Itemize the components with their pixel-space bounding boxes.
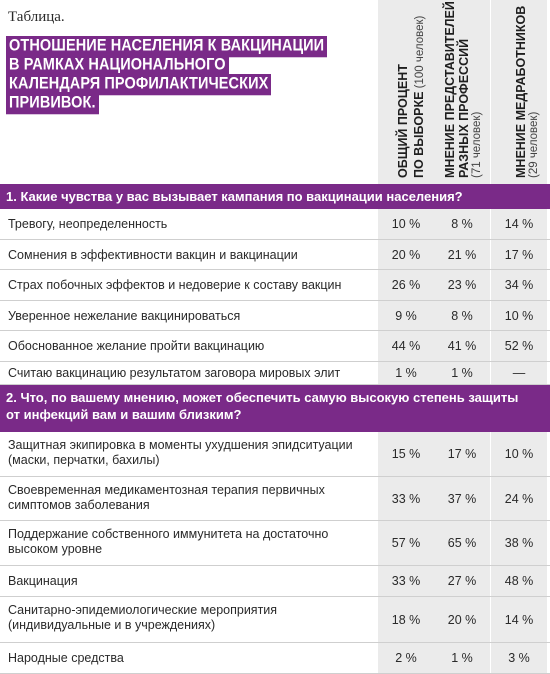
column-header-total	[378, 0, 434, 184]
column-header-line: ПО ВЫБОРКЕ	[412, 91, 426, 178]
table-row	[0, 270, 550, 301]
table-cell: 57 %	[378, 521, 434, 565]
table-cell: 8 %	[434, 209, 490, 239]
table-cell: 20 %	[434, 597, 490, 642]
section-header-2	[0, 385, 550, 432]
row-label-line: Своевременная медикаментозная терапия первичных	[8, 483, 325, 497]
table-cell: 17 %	[491, 240, 547, 269]
table-cell: 15 %	[378, 432, 434, 476]
column-header-medics	[491, 0, 547, 184]
table-cell: 26 %	[378, 270, 434, 300]
row-label	[8, 438, 353, 468]
title-line: ОТНОШЕНИЕ НАСЕЛЕНИЯ К ВАКЦИНАЦИИ	[6, 36, 327, 57]
row-label-line: симптомов заболевания	[8, 498, 150, 512]
table-cell: —	[491, 362, 547, 384]
table-cell: 10 %	[378, 209, 434, 239]
column-header-line: МНЕНИЕ МЕДРАБОТНИКОВ	[514, 5, 528, 178]
table-cell: 18 %	[378, 597, 434, 642]
row-label-line: (маски, перчатки, бахилы)	[8, 453, 160, 467]
section-header-1	[0, 184, 550, 209]
table-row	[0, 432, 550, 477]
table-cell: 2 %	[378, 643, 434, 673]
table-title	[6, 36, 366, 112]
column-header-count: (71 человек)	[471, 111, 483, 178]
table-cell: 24 %	[491, 477, 547, 520]
table-cell: 65 %	[434, 521, 490, 565]
row-label-line: Защитная экипировка в моменты ухудшения эпидситуации	[8, 438, 353, 452]
table-cell: 21 %	[434, 240, 490, 269]
row-label-line: (индивидуальные и в учреждениях)	[8, 618, 216, 632]
table-cell: 1 %	[434, 643, 490, 673]
table-cell: 1 %	[378, 362, 434, 384]
table-cell: 44 %	[378, 331, 434, 361]
table-cell: 1 %	[434, 362, 490, 384]
table-cell: 9 %	[378, 301, 434, 330]
column-header-professions	[434, 0, 490, 184]
table-row	[0, 331, 550, 362]
table-cell: 41 %	[434, 331, 490, 361]
column-header-line: РАЗНЫХ ПРОФЕССИЙ	[457, 38, 471, 178]
table-cell: 34 %	[491, 270, 547, 300]
row-label: Уверенное нежелание вакцинироваться	[8, 308, 241, 323]
table-cell: 27 %	[434, 566, 490, 596]
table-row	[0, 566, 550, 597]
title-line: В РАМКАХ НАЦИОНАЛЬНОГО	[6, 55, 229, 76]
table-row	[0, 209, 550, 240]
table-cell: 8 %	[434, 301, 490, 330]
row-label-line: Народные средства	[8, 651, 124, 665]
title-line: ПРИВИВОК.	[6, 93, 99, 114]
section-title-line: 2. Что, по вашему мнению, может обеспечить самую высокую степень защиты	[6, 390, 519, 405]
section-title: 1. Какие чувства у вас вызывает кампания по вакцинации населения?	[6, 189, 463, 204]
row-label	[8, 527, 328, 557]
row-label: Обоснованное желание пройти вакцинацию	[8, 339, 265, 353]
table-row	[0, 521, 550, 566]
table-cell: 17 %	[434, 432, 490, 476]
table-cell: 14 %	[491, 597, 547, 642]
caption: Таблица.	[8, 9, 65, 25]
row-label	[8, 574, 78, 589]
row-label-line: Санитарно-эпидемиологические мероприятия	[8, 603, 278, 617]
table-cell: 10 %	[491, 301, 547, 330]
row-label: Сомнения в эффективности вакцин и вакцинации	[8, 247, 298, 262]
table-cell: 52 %	[491, 331, 547, 361]
row-label	[8, 483, 325, 513]
table-cell: 37 %	[434, 477, 490, 520]
row-label: Считаю вакцинацию результатом заговора мировых элит	[8, 366, 341, 380]
table-cell: 48 %	[491, 566, 547, 596]
table-row	[0, 477, 550, 521]
table-cell: 14 %	[491, 209, 547, 239]
section-title-line: от инфекций вам и вашим близким?	[6, 407, 242, 422]
title-line: КАЛЕНДАРЯ ПРОФИЛАКТИЧЕСКИХ	[6, 74, 271, 95]
row-label	[8, 603, 277, 633]
row-label: Тревогу, неопределенность	[8, 217, 168, 231]
table-cell: 3 %	[491, 643, 547, 673]
row-label-line: Вакцинация	[8, 574, 78, 588]
row-label-line: Поддержание собственного иммунитета на достаточно	[8, 527, 329, 541]
table-cell: 38 %	[491, 521, 547, 565]
table-row	[0, 362, 550, 385]
table-cell: 10 %	[491, 432, 547, 476]
table-row	[0, 240, 550, 270]
row-label-line: высоком уровне	[8, 542, 103, 556]
table-cell: 20 %	[378, 240, 434, 269]
table-row	[0, 643, 550, 674]
column-header-count: (29 человек)	[528, 111, 540, 178]
column-header-line: ОБЩИЙ ПРОЦЕНТ	[396, 64, 410, 178]
table-cell: 23 %	[434, 270, 490, 300]
row-label: Страх побочных эффектов и недоверие к составу вакцин	[8, 278, 342, 292]
column-header-line: МНЕНИЕ ПРЕДСТАВИТЕЛЕЙ	[443, 1, 457, 178]
table-row	[0, 301, 550, 331]
table-cell: 33 %	[378, 477, 434, 520]
table-row	[0, 597, 550, 643]
row-label	[8, 651, 124, 666]
table-cell: 33 %	[378, 566, 434, 596]
column-header-count: (100 человек)	[414, 15, 426, 92]
